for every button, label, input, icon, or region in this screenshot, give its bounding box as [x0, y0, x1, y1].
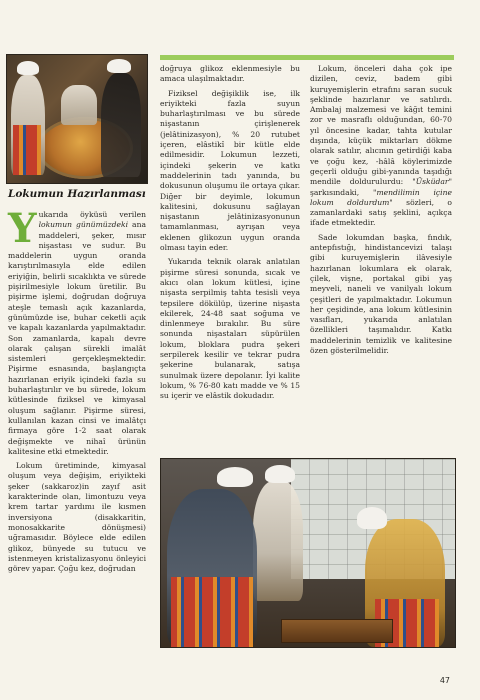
history-text-mid: şarkısındaki,: [310, 187, 373, 197]
worker-figure-back: [253, 481, 303, 601]
intro-text-italic: lokumun günümüzdeki: [38, 220, 129, 230]
intro-text-start: ukarıda öyküsü verilen: [38, 210, 146, 219]
accent-bar: [160, 55, 454, 60]
worker-cap-left: [17, 61, 39, 75]
worker-apron-left: [13, 125, 41, 175]
intro-text-rest: ana maddeleri, şeker, mısır nişastası ve sudur. Bu maddelerin uygun oranda karıştırılmasıyla elde edilen eriyiğin, belirli sıcaklıkta ve sürede pişirilmesiyle lokum üretilir. Bu pişirme işlemi, doğrudan doğruya ateşle temaslı açık kazanlarda, günümüzde ise, buhar ceketli açık ve kapalı kazanlarda yapılmaktadır. Son zamanlarda, kapalı devre olarak çalışan sürekli imalât sistemleri gerçekleşmektedir. Pişirme esnasında, başlangıçta hazırlanan eriyik içindeki fazla su buharlaştırılır ve bu sürede, lokum kütlesinde fiziksel ve kimyasal oluşum sağlanır. Pişirme süresi, kullanılan kazan cinsi ve imalâtçı firmaya göre 1-2 saat olarak değişmekte ve nihaî ürünün kalitesine etki etmektedir.: [8, 220, 147, 456]
text-column-2: [160, 64, 300, 406]
worker-cap-front-left: [217, 467, 253, 487]
worker-cap-right: [357, 507, 387, 529]
paragraph-varieties: Sade lokumdan başka, fındık, antepfıstığı, hindistancevizi talaşı gibi kuruyemişlerin ilâvesiyle hazırlanan lokumlara ek olarak, çilek, vişne, portakal gibi yaş meyveli, naneli ve vanilyalı lokum çeşitleri de yapılmaktadır. Lokumun her çeşidinde, ana lokum kütlesinin vasıfları, yukarıda anlatılan özellikleri taşımalıdır. Katkı maddelerinin temizlik ve kalitesine özen gösterilmelidir.: [310, 232, 452, 356]
history-quote-lyric: "mendilimin içine lokum doldurdum": [310, 187, 452, 207]
photo-cauldron: [6, 54, 148, 184]
worker-cap-right: [107, 59, 131, 73]
history-quote-song: "Üsküdar": [412, 177, 452, 187]
paragraph-history: [310, 64, 452, 229]
worker-figure-middle: [61, 85, 97, 125]
text-column-3: [310, 64, 452, 360]
history-text-end: sözleri, o zamanlardaki satış şeklini, açıkça ifade etmektedir.: [310, 197, 453, 228]
paragraph-continuation: doğruya glikoz eklenmesiyle bu amaca ulaşılmaktadır.: [160, 64, 300, 84]
section-heading: Lokumun Hazırlanması: [8, 188, 146, 200]
paragraph-cooling: Yukarıda teknik olarak anlatılan pişirme süresi sonunda, sıcak ve akıcı olan lokum kütlesi, içine nişasta serpilmiş tahta tesisli veya tepsilere dökülüp, üzerine nişasta ekilerek, 24-48 saat soğuma ve dinlenmeye bırakılır. Bu süre sonunda nişastaları süpürülen lokum, bloklara pudra şekeri serpilerek kesilir ve tekrar pudra şekerine bulanarak, satışa sunulmak üzere depolanır. İyi kalite lokum, % 76-80 katı madde ve % 15 su içerir ve elâstik dokudadır.: [160, 257, 300, 401]
worker-apron-front-left: [171, 577, 253, 647]
paragraph-intro: [8, 205, 147, 457]
worker-cap-back: [265, 465, 295, 483]
text-column-1: [8, 205, 147, 578]
page-number: 47: [439, 676, 450, 685]
paragraph-physical-change: Fiziksel değişiklik ise, ilk eriyikteki fazla suyun buharlaştırılması ve bu sürede nişastanın çirişlenerek (jelâtinizasyon), % 20 rutubet içeren, elâstikî bir kütle elde edilmesidir. Lokumun lezzeti, içindeki şekerin ve katkı maddelerinin tadı yanında, bu dokusunun oluşumu ile ortaya çıkar. Diğer bir deyimle, lokumun kalitesini, dokusunu sağlayan nişastanın jelâtinizasyonunun tamamlanması, ayrışan veya eklenen glikozun uygun oranda olması tayin eder.: [160, 88, 300, 253]
lokum-tray: [281, 619, 393, 643]
photo-workshop: [160, 458, 456, 648]
history-text-start: Lokum, önceleri daha çok ipe dizilen, ceviz, badem gibi kuruyemişlerin etrafını saran sucuk şeklinde hazırlanır ve satılırdı. Ambalaj malzemesi ve kâğıt temini zor ve masraflı olduğundan, 60-70 yıl öncesine kadar, tahta kutular dışında, küçük miktarları dökme olarak satılır, alıcının getirdiği kaba ve çoğu kez, -hâlâ köylerimizde geçerli olduğu gibi-yanında taşıdığı mendile doldurulurdu:: [310, 64, 452, 187]
drop-cap: Y: [8, 205, 37, 252]
worker-figure-right: [101, 73, 141, 177]
paragraph-chemistry: Lokum üretiminde, kimyasal oluşum veya değişim, eriyikteki şeker (sakkaroz)in zayıf asit karakterinde olan, limontuzu veya krem tartar yardımı ile kısmen inversiyona (disakkaritin, monosakkarite dönüşmesi) uğramasıdır. Böylece elde edilen glikoz, bünyede su tutucu ve istenmeyen kristalizasyonu önleyici görev yapar. Çoğu kez, doğrudan: [8, 461, 146, 574]
